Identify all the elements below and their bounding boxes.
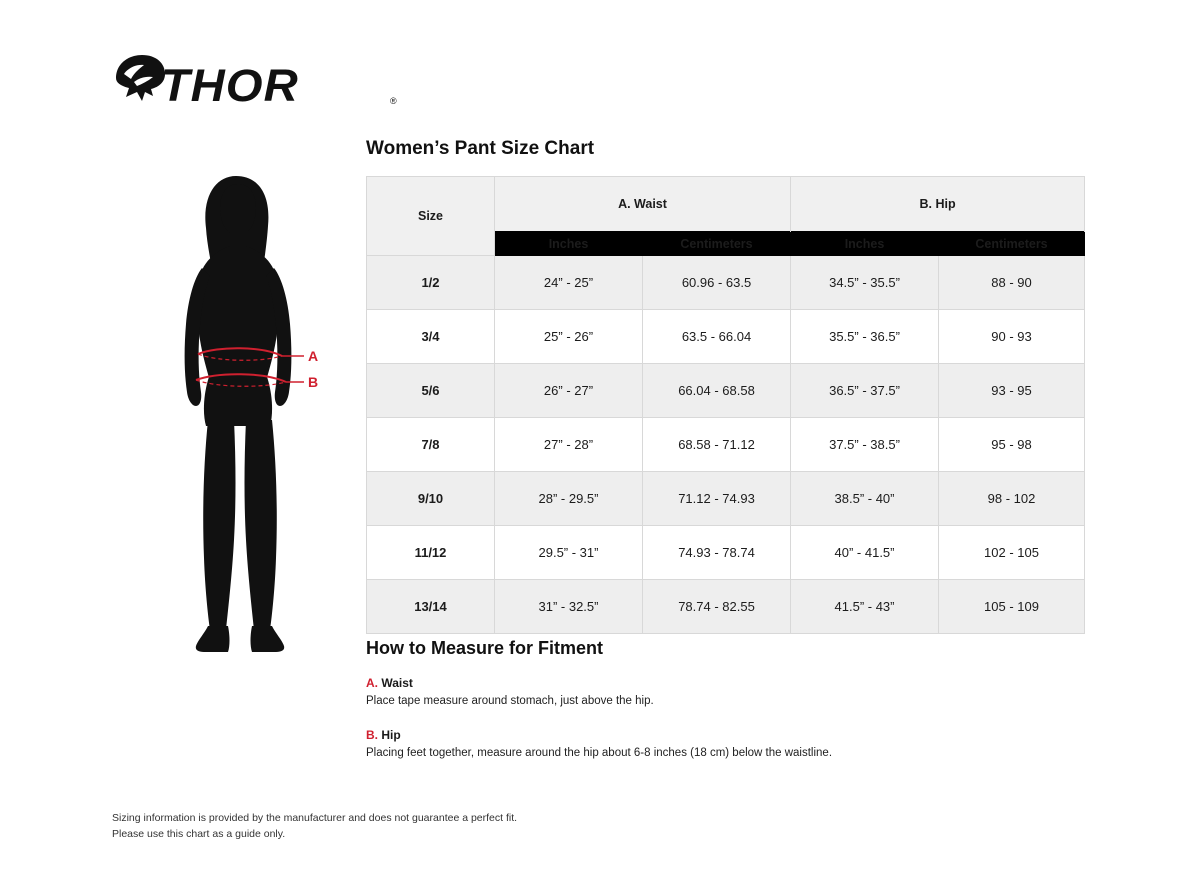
column-header-hip-centimeters: Centimeters	[939, 232, 1085, 256]
table-row	[367, 256, 1085, 310]
cell-hip-inches: 36.5” - 37.5”	[791, 364, 939, 418]
cell-waist-centimeters: 66.04 - 68.58	[643, 364, 791, 418]
column-header-size: Size	[367, 177, 495, 256]
column-group-waist: A. Waist	[495, 177, 791, 232]
cell-hip-inches: 38.5” - 40”	[791, 472, 939, 526]
cell-size: 7/8	[367, 418, 495, 472]
measure-description-waist: Place tape measure around stomach, just above the hip.	[366, 695, 654, 707]
cell-waist-inches: 28” - 29.5”	[495, 472, 643, 526]
brand-name: THOR	[160, 60, 299, 111]
table-row	[367, 364, 1085, 418]
cell-waist-centimeters: 60.96 - 63.5	[643, 256, 791, 310]
cell-waist-inches: 29.5” - 31”	[495, 526, 643, 580]
female-body-silhouette-icon	[140, 168, 340, 658]
cell-waist-centimeters: 63.5 - 66.04	[643, 310, 791, 364]
disclaimer-line-2: Please use this chart as a guide only.	[112, 828, 286, 841]
measure-name-waist: Waist	[381, 676, 413, 690]
cell-waist-centimeters: 71.12 - 74.93	[643, 472, 791, 526]
cell-hip-centimeters: 90 - 93	[939, 310, 1085, 364]
cell-waist-inches: 27” - 28”	[495, 418, 643, 472]
trademark-symbol: ®	[390, 96, 397, 106]
cell-size: 9/10	[367, 472, 495, 526]
table-group-header-row	[367, 177, 1085, 232]
table-row	[367, 310, 1085, 364]
cell-size: 13/14	[367, 580, 495, 634]
cell-waist-inches: 24” - 25”	[495, 256, 643, 310]
cell-hip-centimeters: 105 - 109	[939, 580, 1085, 634]
cell-size: 1/2	[367, 256, 495, 310]
cell-size: 5/6	[367, 364, 495, 418]
cell-hip-inches: 40” - 41.5”	[791, 526, 939, 580]
measure-item-heading	[366, 676, 654, 690]
cell-waist-inches: 26” - 27”	[495, 364, 643, 418]
column-header-waist-inches: Inches	[495, 232, 643, 256]
figure-label-b: B	[308, 374, 319, 390]
measure-name-hip: Hip	[381, 728, 401, 742]
measure-item-hip	[366, 728, 832, 759]
measure-letter-b: B.	[366, 728, 378, 742]
column-group-hip: B. Hip	[791, 177, 1085, 232]
brand-logo	[112, 52, 397, 112]
table-row	[367, 526, 1085, 580]
size-chart-table	[366, 176, 1085, 634]
column-header-hip-inches: Inches	[791, 232, 939, 256]
cell-waist-inches: 25” - 26”	[495, 310, 643, 364]
howto-title: How to Measure for Fitment	[366, 638, 604, 658]
cell-hip-centimeters: 98 - 102	[939, 472, 1085, 526]
cell-hip-centimeters: 95 - 98	[939, 418, 1085, 472]
page-title: Women’s Pant Size Chart	[366, 138, 595, 159]
cell-hip-centimeters: 88 - 90	[939, 256, 1085, 310]
measure-letter-a: A.	[366, 676, 378, 690]
cell-waist-inches: 31” - 32.5”	[495, 580, 643, 634]
cell-waist-centimeters: 74.93 - 78.74	[643, 526, 791, 580]
table-row	[367, 418, 1085, 472]
table-row	[367, 580, 1085, 634]
cell-hip-centimeters: 102 - 105	[939, 526, 1085, 580]
measure-item-heading	[366, 728, 832, 742]
cell-waist-centimeters: 68.58 - 71.12	[643, 418, 791, 472]
cell-size: 11/12	[367, 526, 495, 580]
cell-hip-inches: 35.5” - 36.5”	[791, 310, 939, 364]
cell-waist-centimeters: 78.74 - 82.55	[643, 580, 791, 634]
measure-description-hip: Placing feet together, measure around the hip about 6-8 inches (18 cm) below the waistline.	[366, 747, 833, 759]
table-row	[367, 472, 1085, 526]
cell-hip-inches: 41.5” - 43”	[791, 580, 939, 634]
cell-hip-inches: 34.5” - 35.5”	[791, 256, 939, 310]
column-header-waist-centimeters: Centimeters	[643, 232, 791, 256]
disclaimer	[112, 810, 517, 843]
measure-item-waist	[366, 676, 654, 707]
cell-size: 3/4	[367, 310, 495, 364]
thor-helmet-icon	[112, 52, 168, 108]
disclaimer-line-1: Sizing information is provided by the manufacturer and does not guarantee a perfect fit.	[112, 812, 518, 824]
figure-label-a: A	[308, 348, 319, 364]
cell-hip-inches: 37.5” - 38.5”	[791, 418, 939, 472]
cell-hip-centimeters: 93 - 95	[939, 364, 1085, 418]
